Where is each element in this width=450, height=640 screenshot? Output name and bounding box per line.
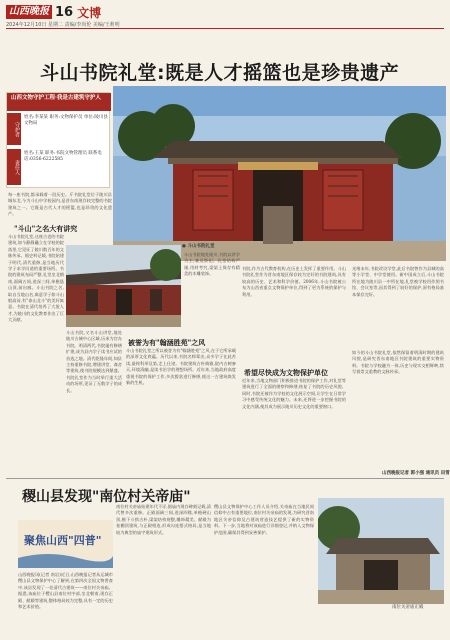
newspaper-logo: 山西晚报 xyxy=(6,5,52,19)
guardian-text: 姓名:李某某 职务:文物保护员 单位:陵川县文物局 xyxy=(24,115,108,126)
masthead xyxy=(6,5,101,19)
body-col-1: 斗山书院礼堂,这座古老的书院建筑,如今静静矗立在学校的院落里,它见证了陵川数百年的文脉传承。据史料记载,书院始建于明代,清代重修,是当地历代学子求学问道的重要场所。书院的建筑布局严整,礼堂坐北朝南,面阔五间,进深三间,单檐悬山顶,前出廊。斗山书院之名,取自当地山名,寓意学子如斗山般高耸,有"泰山北斗"的美好寓意。书院在清代培养了大批人才,为陵川的文化教育作出了巨大贡献。 xyxy=(8,234,64,323)
header-rule xyxy=(6,28,444,29)
banner-four-census xyxy=(18,520,113,568)
issue-meta: 2024年12月10日 星期二 责编/李尚伦 美编/王莉明 xyxy=(6,22,120,28)
guardian-box-title: 山西文物守护工程·我是古建筑守护人 xyxy=(7,93,111,111)
section-rule xyxy=(6,478,444,479)
body-col-7: 光绪末年,书院改设学堂,此后书院曾作为县城的高等小学堂、中学堂使用。新中国成立后,斗山书院所在地为陵川县一中所在地,礼堂被学校用作图书馆、会议室等,因其得到了较好的保护,原有格局基本保存完好。 xyxy=(352,266,444,297)
photo-guandi-temple xyxy=(318,498,444,604)
body-col-6: 近年来,当地文物部门积极推进书院的保护工作,对礼堂等建筑进行了全面的勘察和修缮,恢复了书院的历史风貌。同时,书院还被作为学校的文化展示空间,让学生在日常学习中感受传统文化的魅力。未来,还将进一步挖掘书院的文化内涵,使其成为展示陵川历史文化的重要窗口。 xyxy=(242,378,346,409)
story2-col-1: 山西晚报讯(记者 南岩)近日,山西晚报记者从运城市稷山县文物保护中心了解到,在第四次全国文物普查中,该县发现了一处清代古建筑——南位村关帝庙。据悉,该庙位于稷山县南位村中部,坐北朝南,现存正殿、献殿等建筑,整体格局较为完整,具有一定的历史和艺术价值。 xyxy=(18,572,113,610)
guardian-info-box xyxy=(6,92,110,188)
page-number: 16 xyxy=(55,4,74,20)
body-col-4: 斗山书院礼堂之所以被誉为有"翰涵胜苑"之风,在于它所承载的深厚文化底蕴。历代以来,书院名师辈出,众多学子在此苦读,最终科举及第,走上仕途。书院建筑古朴典雅,院内古树参天,环境清幽,是读书治学的理想场所。近年来,当地政府高度重视书院的保护工作,多次拨款进行修缮,使这一古建筑焕发新的生机。 xyxy=(126,348,236,386)
body-col-5: 书院,作为古代教育机构,在历史上发挥了重要作用。斗山书院礼堂作为晋东南地区保存较为完好的书院建筑,具有较高的历史、艺术和科学价值。2006年,斗山书院被公布为山西省重点文物保护单位,得到了更为系统的保护与利用。 xyxy=(242,266,346,297)
temple-photo-caption: 南位关帝庙正殿 xyxy=(392,605,424,610)
story2-col-3: 稷山县文物保护中心工作人员介绍,关帝庙在当地民间信仰中占有重要地位,南位村关帝庙的发现,为研究晋南地区关帝信仰及古建筑营造技艺提供了新的实物资料。下一步,当地将对该庙进行详细登记,并纳入文物保护范围,确保其得到妥善保护。 xyxy=(214,504,314,535)
body-col-2: 斗山书院,又名斗山讲堂,地处陵川古城中心区域,历来为官办书院。明清两代,书院屡有修缮扩建,成为县内学子读书应试的首选之地。清代乾隆年间,知县主持重修书院,增建讲堂、斋舍等建筑,使书院规模达到鼎盛。书院礼堂作为当时举行重大活动的场所,见证了无数学子的成长。 xyxy=(66,330,122,393)
guardian-tag: 守护者 xyxy=(7,113,21,145)
body-col-8: 如今的斗山书院礼堂,依然保留着明清时期的建筑风貌,是研究晋东南地区书院建筑的重要实物资料。书院与学校融为一体,历史与现实交相辉映,续写着崇文重教的文脉传承。 xyxy=(352,350,444,375)
headline-second: 稷山县发现"南位村关帝庙" xyxy=(22,489,191,505)
section-title: 文博 xyxy=(77,5,102,20)
small-photo-caption: ● 斗山书院礼堂 xyxy=(182,244,215,249)
banner-text: 聚焦山西"四普" xyxy=(24,534,102,547)
subheading-hope: 希望尽快成为文物保护单位 xyxy=(244,368,328,377)
story-credit: 山西晚报记者 郭小强 通讯员 田雪 xyxy=(382,471,450,476)
body-col-3: 斗山书院地处陵川,书院以讲学为主,兼及祭祀。礼堂结构严谨,用材考究,梁架上保存有精美的木雕装饰。 xyxy=(184,252,240,277)
responsible-text: 姓名:王某 职务:书院文物管理员 联系电话:0356-6222585 xyxy=(24,151,102,162)
subheading-praise: 被誉为有"翰涵胜苑"之风 xyxy=(128,338,206,347)
responsible-tag: 责任人 xyxy=(7,149,21,185)
photo-courtyard xyxy=(66,245,181,327)
story2-col-2: 南位村关帝庙始建年代不详,据庙内现存碑刻记载,清代曾多次重修。正殿面阔三间,进深四椽,单檐硬山顶,檐下斗拱古朴,梁架结构规整,雕饰精美。献殿为卷棚顶建筑,与正殿相连,形成勾连搭式格局,是当地较为典型的庙宇建筑形式。 xyxy=(116,504,211,535)
intro-text: 每一座书院,都承载着一段历史。斤书院礼堂位于陵川县城东北,今为斗山中学校园内,是晋东南现存较完整的书院建筑之一。它既是古代人才的摇篮,也是珍贵的文化遗产。 xyxy=(8,192,112,217)
photo-shushan-hall xyxy=(113,86,446,261)
subheading-name-meaning: "斗山"之名大有讲究 xyxy=(14,224,78,233)
headline-main: 斗山书院礼堂:既是人才摇篮也是珍贵遗产 xyxy=(40,62,400,84)
